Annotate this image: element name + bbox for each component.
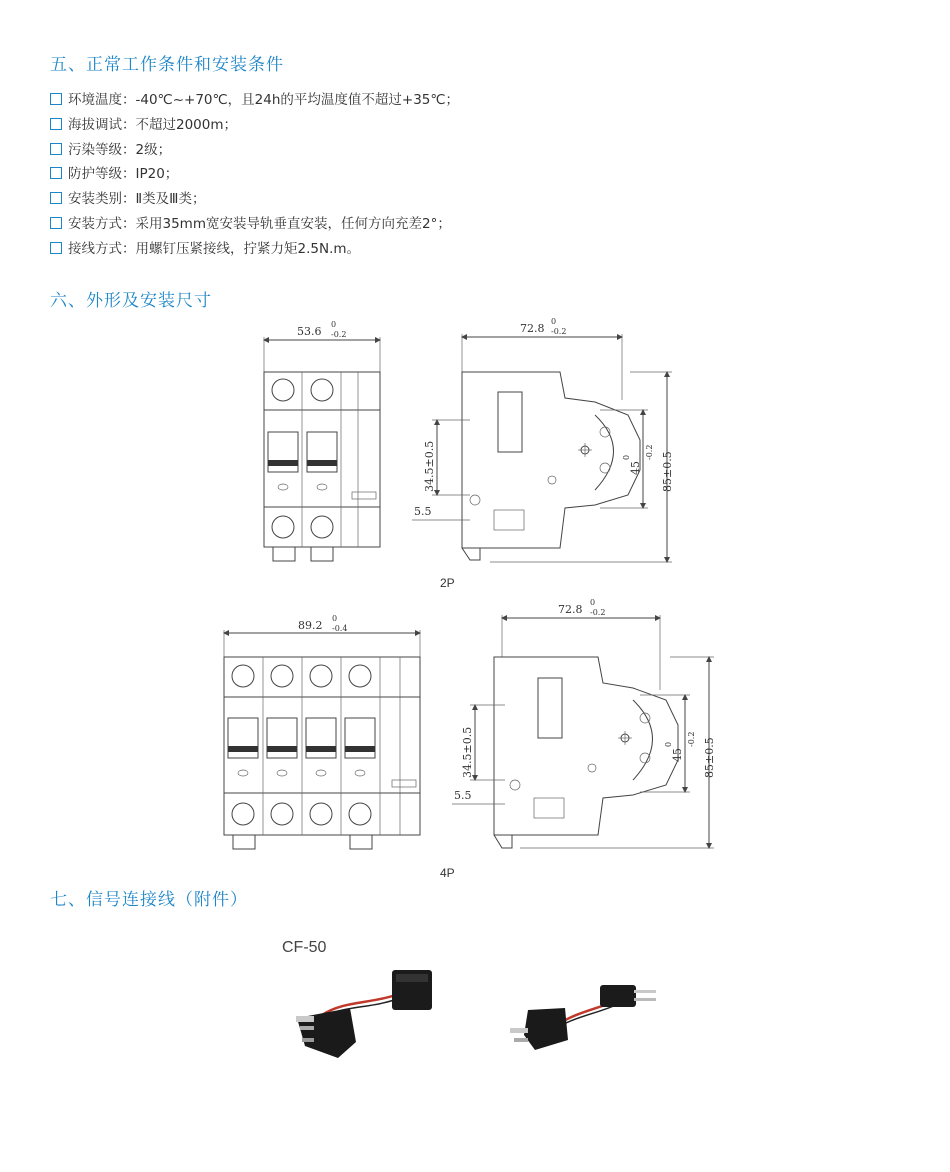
accessory-model-label: CF-50 — [282, 939, 327, 956]
side-view-2p — [412, 317, 674, 562]
list-item: 防护等级：IP20； — [50, 163, 459, 188]
dim-width-2p-tol-lower: -0.2 — [331, 330, 347, 339]
dim-h45-2p: 45 — [629, 461, 642, 475]
front-view-4p — [224, 614, 420, 849]
dim-width-4p: 89.2 — [298, 619, 323, 632]
dim-depth-2p-tol-upper: 0 — [551, 317, 557, 326]
cable-photo-right — [510, 985, 656, 1050]
dim-width-4p-tol-upper: 0 — [332, 614, 338, 623]
section-title-dimensions: 六、外形及安装尺寸 — [50, 291, 212, 311]
dim-depth-4p-tol-upper: 0 — [590, 598, 596, 607]
section-title-signal-cable: 七、信号连接线（附件） — [50, 890, 248, 910]
dim-width-2p: 53.6 — [297, 325, 322, 338]
dim-rail-2p: 34.5±0.5 — [423, 440, 436, 492]
list-item: 海拔调试：不超过2000m； — [50, 114, 459, 139]
dim-h45-2p-tol-lower: -0.2 — [645, 444, 654, 460]
dim-depth-2p-tol-lower: -0.2 — [551, 327, 567, 336]
dim-h45-4p-tol-lower: -0.2 — [687, 731, 696, 747]
list-item: 污染等级：2级； — [50, 139, 459, 164]
dim-offset-4p: 5.5 — [454, 789, 472, 802]
list-item: 安装方式：采用35mm宽安装导轨垂直安装，任何方向充差2°； — [50, 213, 459, 238]
dim-width-2p-tol-upper: 0 — [331, 320, 337, 329]
dim-h85-4p: 85±0.5 — [703, 737, 716, 778]
dim-rail-4p: 34.5±0.5 — [461, 726, 474, 778]
dim-depth-4p: 72.8 — [558, 603, 583, 616]
dim-h45-4p-tol-upper: 0 — [664, 741, 673, 747]
dim-depth-4p-tol-lower: -0.2 — [590, 608, 606, 617]
section-title-working-conditions: 五、正常工作条件和安装条件 — [50, 55, 284, 75]
dim-width-4p-tol-lower: -0.4 — [332, 624, 348, 633]
dim-h45-4p: 45 — [671, 748, 684, 762]
dim-h85-2p: 85±0.5 — [661, 451, 674, 492]
list-item: 接线方式：用螺钉压紧接线，拧紧力矩2.5N.m。 — [50, 238, 459, 263]
caption-2p: 2P — [440, 576, 455, 590]
dim-offset-2p: 5.5 — [414, 505, 432, 518]
side-view-4p — [452, 598, 716, 848]
list-item: 安装类别：Ⅱ类及Ⅲ类； — [50, 188, 459, 213]
cable-photo-left — [296, 970, 432, 1058]
list-item: 环境温度：-40℃~+70℃，且24h的平均温度值不超过+35℃； — [50, 89, 459, 114]
dim-depth-2p: 72.8 — [520, 322, 545, 335]
front-view-2p — [264, 320, 380, 561]
dim-h45-2p-tol-upper: 0 — [622, 454, 631, 460]
caption-4p: 4P — [440, 866, 455, 880]
